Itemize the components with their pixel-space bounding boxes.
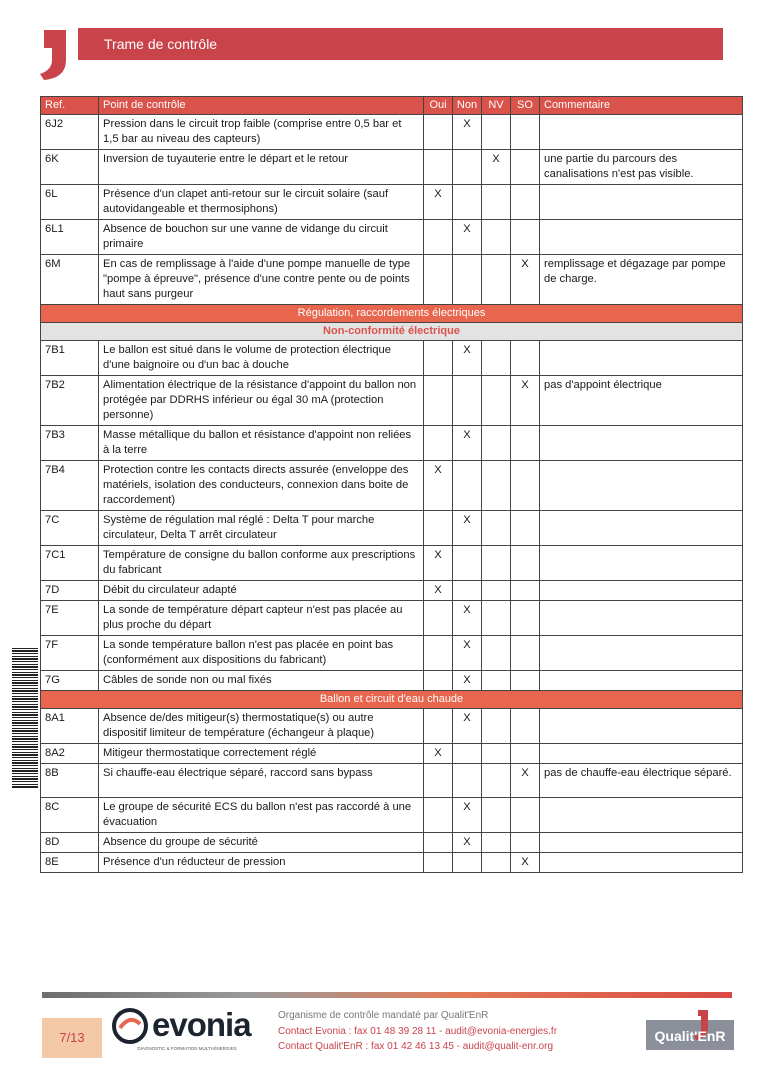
row-point: Système de régulation mal réglé : Delta T pour marche circulateur, Delta T arrêt circulateur <box>99 511 424 546</box>
row-point: Alimentation électrique de la résistance d'appoint du ballon non protégée par DDRHS inférieur ou égal 30 mA (protection personne) <box>99 376 424 426</box>
barcode <box>12 648 38 788</box>
table-row <box>41 798 743 833</box>
row-so <box>511 636 540 671</box>
row-nv <box>482 709 511 744</box>
row-ref: 7G <box>41 671 99 691</box>
row-nv <box>482 511 511 546</box>
row-comment: pas d'appoint électrique <box>540 376 743 426</box>
row-so <box>511 833 540 853</box>
table-row <box>41 764 743 798</box>
row-oui: X <box>424 461 453 511</box>
subsection-electrical <box>41 323 743 341</box>
row-non: X <box>453 798 482 833</box>
row-nv <box>482 764 511 798</box>
table-row <box>41 581 743 601</box>
row-ref: 6J2 <box>41 115 99 150</box>
row-point: Si chauffe-eau électrique séparé, raccord sans bypass <box>99 764 424 798</box>
row-oui <box>424 115 453 150</box>
row-ref: 8E <box>41 853 99 873</box>
row-comment <box>540 833 743 853</box>
row-nv: X <box>482 150 511 185</box>
row-point: La sonde de température départ capteur n'est pas placée au plus proche du départ <box>99 601 424 636</box>
row-so <box>511 601 540 636</box>
table-header <box>41 97 743 115</box>
row-non <box>453 185 482 220</box>
row-non: X <box>453 601 482 636</box>
row-ref: 6L <box>41 185 99 220</box>
row-non: X <box>453 833 482 853</box>
row-oui <box>424 220 453 255</box>
row-point: Présence d'un clapet anti-retour sur le circuit solaire (sauf autovidangeable et thermosiphons) <box>99 185 424 220</box>
row-non <box>453 461 482 511</box>
row-oui: X <box>424 185 453 220</box>
evonia-logo-word: evonia <box>152 1006 251 1043</box>
row-ref: 7B4 <box>41 461 99 511</box>
row-ref: 8D <box>41 833 99 853</box>
row-point: Câbles de sonde non ou mal fixés <box>99 671 424 691</box>
row-comment <box>540 671 743 691</box>
row-non <box>453 255 482 305</box>
row-point: En cas de remplissage à l'aide d'une pompe manuelle de type "pompe à épreuve", présence d'une contre pente ou de points haut sans purgeur <box>99 255 424 305</box>
table-row <box>41 115 743 150</box>
row-comment: remplissage et dégazage par pompe de charge. <box>540 255 743 305</box>
row-non: X <box>453 220 482 255</box>
row-so <box>511 546 540 581</box>
row-nv <box>482 833 511 853</box>
row-nv <box>482 853 511 873</box>
row-point: Le ballon est situé dans le volume de protection électrique d'une baignoire ou d'un bac à douche <box>99 341 424 376</box>
row-nv <box>482 581 511 601</box>
row-non: X <box>453 671 482 691</box>
col-oui: Oui <box>424 97 453 115</box>
table-row <box>41 546 743 581</box>
row-comment <box>540 461 743 511</box>
table-row <box>41 833 743 853</box>
row-ref: 8C <box>41 798 99 833</box>
row-so <box>511 581 540 601</box>
row-comment <box>540 636 743 671</box>
contact-evonia: Contact Evonia : fax 01 48 39 28 11 - audit@evonia-energies.fr <box>278 1026 558 1037</box>
row-point: Absence du groupe de sécurité <box>99 833 424 853</box>
row-nv <box>482 341 511 376</box>
row-point: Inversion de tuyauterie entre le départ et le retour <box>99 150 424 185</box>
row-so <box>511 185 540 220</box>
table-row <box>41 255 743 305</box>
row-nv <box>482 461 511 511</box>
col-ref: Ref. <box>41 97 99 115</box>
row-comment <box>540 341 743 376</box>
row-so: X <box>511 255 540 305</box>
control-table <box>40 96 743 873</box>
row-oui <box>424 255 453 305</box>
row-comment <box>540 601 743 636</box>
row-non <box>453 376 482 426</box>
row-oui: X <box>424 546 453 581</box>
row-so <box>511 150 540 185</box>
row-oui <box>424 601 453 636</box>
row-nv <box>482 376 511 426</box>
evonia-logo-tagline: DIAGNOSTIC & FORMATION MULTI-ÉNERGIES <box>137 1046 237 1051</box>
row-ref: 6M <box>41 255 99 305</box>
row-nv <box>482 636 511 671</box>
row-non: X <box>453 636 482 671</box>
row-point: Présence d'un réducteur de pression <box>99 853 424 873</box>
row-so <box>511 744 540 764</box>
row-ref: 7C1 <box>41 546 99 581</box>
table-row <box>41 744 743 764</box>
table-row <box>41 671 743 691</box>
row-comment <box>540 546 743 581</box>
row-nv <box>482 255 511 305</box>
row-oui <box>424 341 453 376</box>
qualit-enr-logo <box>646 1010 734 1056</box>
row-non <box>453 546 482 581</box>
row-point: Le groupe de sécurité ECS du ballon n'est pas raccordé à une évacuation <box>99 798 424 833</box>
row-point: Protection contre les contacts directs assurée (enveloppe des matériels, isolation des conducteurs, connexion dans boite de raccordement) <box>99 461 424 511</box>
row-non: X <box>453 709 482 744</box>
row-so <box>511 115 540 150</box>
col-point: Point de contrôle <box>99 97 424 115</box>
table-row <box>41 341 743 376</box>
row-non <box>453 581 482 601</box>
table-row <box>41 636 743 671</box>
row-nv <box>482 220 511 255</box>
svg-text:Qualit'EnR: Qualit'EnR <box>654 1028 726 1044</box>
row-non <box>453 853 482 873</box>
row-nv <box>482 601 511 636</box>
table-row <box>41 853 743 873</box>
row-non: X <box>453 341 482 376</box>
evonia-logo-icon <box>112 1008 148 1044</box>
row-point: Masse métallique du ballon et résistance d'appoint non reliées à la terre <box>99 426 424 461</box>
table-row <box>41 150 743 185</box>
row-oui: X <box>424 744 453 764</box>
row-so: X <box>511 853 540 873</box>
row-non: X <box>453 115 482 150</box>
row-ref: 7C <box>41 511 99 546</box>
row-oui <box>424 426 453 461</box>
table-row <box>41 185 743 220</box>
section-label: Régulation, raccordements électriques <box>41 305 743 323</box>
page-number: 7/13 <box>42 1018 102 1058</box>
row-oui: X <box>424 581 453 601</box>
row-comment <box>540 115 743 150</box>
page-title: Trame de contrôle <box>78 28 723 60</box>
subsection-label: Non-conformité électrique <box>41 323 743 341</box>
row-point: Pression dans le circuit trop faible (comprise entre 0,5 bar et 1,5 bar au niveau des capteurs) <box>99 115 424 150</box>
row-ref: 8A2 <box>41 744 99 764</box>
row-ref: 6K <box>41 150 99 185</box>
footer-divider <box>42 992 732 998</box>
row-oui <box>424 376 453 426</box>
table-row <box>41 461 743 511</box>
row-nv <box>482 671 511 691</box>
row-ref: 7D <box>41 581 99 601</box>
table-row <box>41 376 743 426</box>
row-so: X <box>511 376 540 426</box>
row-ref: 8A1 <box>41 709 99 744</box>
col-comment: Commentaire <box>540 97 743 115</box>
org-text: Organisme de contrôle mandaté par Qualit'EnR <box>278 1010 489 1021</box>
row-comment <box>540 511 743 546</box>
row-ref: 7B2 <box>41 376 99 426</box>
row-so <box>511 220 540 255</box>
row-nv <box>482 185 511 220</box>
row-comment <box>540 853 743 873</box>
contact-qualit: Contact Qualit'EnR : fax 01 42 46 13 45 - audit@qualit-enr.org <box>278 1041 553 1052</box>
row-non <box>453 744 482 764</box>
brand-hook-logo <box>36 30 70 80</box>
row-oui <box>424 798 453 833</box>
row-point: La sonde température ballon n'est pas placée en point bas (conformément aux dispositions du fabricant) <box>99 636 424 671</box>
row-nv <box>482 115 511 150</box>
row-point: Débit du circulateur adapté <box>99 581 424 601</box>
row-oui <box>424 833 453 853</box>
row-nv <box>482 546 511 581</box>
evonia-logo <box>112 1006 262 1062</box>
row-so <box>511 798 540 833</box>
row-oui <box>424 511 453 546</box>
row-so <box>511 511 540 546</box>
table-row <box>41 426 743 461</box>
section-hot-water <box>41 691 743 709</box>
row-ref: 7E <box>41 601 99 636</box>
col-non: Non <box>453 97 482 115</box>
row-nv <box>482 744 511 764</box>
row-so <box>511 461 540 511</box>
table-row <box>41 511 743 546</box>
row-point: Mitigeur thermostatique correctement réglé <box>99 744 424 764</box>
row-comment <box>540 185 743 220</box>
row-so <box>511 671 540 691</box>
section-regulation <box>41 305 743 323</box>
row-point: Absence de/des mitigeur(s) thermostatique(s) ou autre dispositif limiteur de température (échangeur à plaque) <box>99 709 424 744</box>
row-oui <box>424 636 453 671</box>
row-non <box>453 764 482 798</box>
section-label: Ballon et circuit d'eau chaude <box>41 691 743 709</box>
row-comment: pas de chauffe-eau électrique séparé. <box>540 764 743 798</box>
row-nv <box>482 798 511 833</box>
row-oui <box>424 709 453 744</box>
row-so <box>511 426 540 461</box>
table-row <box>41 601 743 636</box>
row-comment <box>540 220 743 255</box>
row-ref: 6L1 <box>41 220 99 255</box>
row-oui <box>424 671 453 691</box>
row-comment <box>540 426 743 461</box>
row-oui <box>424 764 453 798</box>
row-ref: 7F <box>41 636 99 671</box>
row-so <box>511 341 540 376</box>
row-comment <box>540 744 743 764</box>
row-ref: 7B3 <box>41 426 99 461</box>
row-non: X <box>453 511 482 546</box>
row-non: X <box>453 426 482 461</box>
row-so <box>511 709 540 744</box>
row-ref: 7B1 <box>41 341 99 376</box>
row-point: Absence de bouchon sur une vanne de vidange du circuit primaire <box>99 220 424 255</box>
row-ref: 8B <box>41 764 99 798</box>
row-so: X <box>511 764 540 798</box>
col-so: SO <box>511 97 540 115</box>
row-nv <box>482 426 511 461</box>
row-comment <box>540 581 743 601</box>
table-row <box>41 709 743 744</box>
col-nv: NV <box>482 97 511 115</box>
row-comment <box>540 798 743 833</box>
row-non <box>453 150 482 185</box>
row-comment: une partie du parcours des canalisations n'est pas visible. <box>540 150 743 185</box>
table-row <box>41 220 743 255</box>
row-oui <box>424 853 453 873</box>
row-oui <box>424 150 453 185</box>
row-comment <box>540 709 743 744</box>
row-point: Température de consigne du ballon conforme aux prescriptions du fabricant <box>99 546 424 581</box>
